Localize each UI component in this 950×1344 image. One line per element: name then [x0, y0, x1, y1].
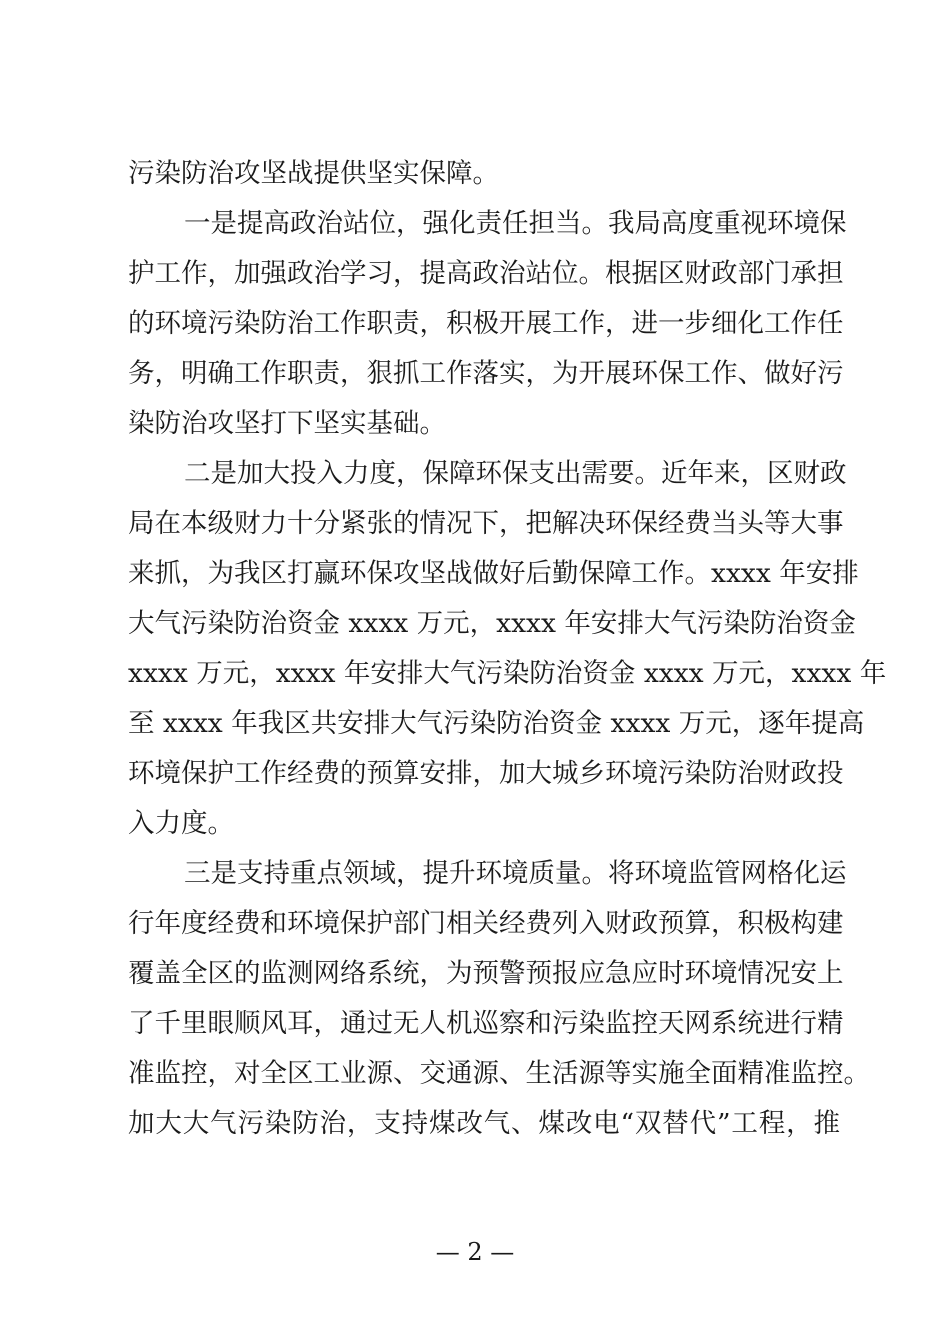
text-line: 来抓，为我区打赢环保攻坚战做好后勤保障工作。xxxx 年安排: [128, 558, 859, 589]
text-line: 准监控，对全区工业源、交通源、生活源等实施全面精准监控。: [128, 1058, 870, 1089]
text-line: 务，明确工作职责，狠抓工作落实，为开展环保工作、做好污: [128, 358, 844, 389]
text-line: 了千里眼顺风耳，通过无人机巡察和污染监控天网系统进行精: [128, 1008, 844, 1039]
text-line: 覆盖全区的监测网络系统，为预警预报应急应时环境情况安上: [128, 958, 844, 989]
text-line: xxxx 万元，xxxx 年安排大气污染防治资金 xxxx 万元，xxxx 年: [128, 658, 887, 689]
text-line: 环境保护工作经费的预算安排，加大城乡环境污染防治财政投: [128, 758, 844, 789]
text-line: 局在本级财力十分紧张的情况下，把解决环保经费当头等大事: [128, 508, 844, 539]
text-line: 入力度。: [128, 808, 234, 839]
text-line: 大气污染防治资金 xxxx 万元，xxxx 年安排大气污染防治资金: [128, 608, 856, 639]
page-number: — 2 —: [435, 1238, 515, 1266]
text-line: 加大大气污染防治，支持煤改气、煤改电“双替代”工程，推: [128, 1108, 840, 1139]
text-line: 行年度经费和环境保护部门相关经费列入财政预算，积极构建: [128, 908, 844, 939]
text-line: 一是提高政治站位，强化责任担当。我局高度重视环境保: [184, 208, 847, 239]
text-line: 的环境污染防治工作职责，积极开展工作，进一步细化工作任: [128, 308, 844, 339]
text-line: 污染防治攻坚战提供坚实保障。: [128, 158, 499, 189]
text-line: 三是支持重点领域，提升环境质量。将环境监管网格化运: [184, 858, 847, 889]
text-line: 护工作，加强政治学习，提高政治站位。根据区财政部门承担: [128, 258, 844, 289]
text-line: 染防治攻坚打下坚实基础。: [128, 408, 446, 439]
text-line: 至 xxxx 年我区共安排大气污染防治资金 xxxx 万元，逐年提高: [128, 708, 865, 739]
text-line: 二是加大投入力度，保障环保支出需要。近年来，区财政: [184, 458, 847, 489]
